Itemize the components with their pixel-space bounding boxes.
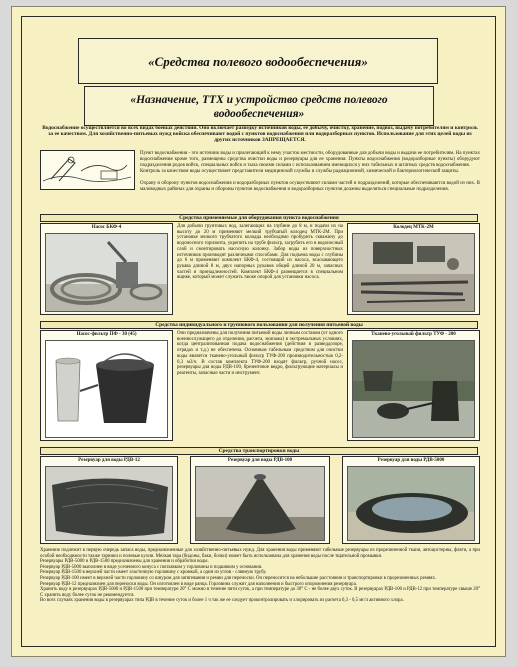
storage-paragraph: Хранение подлежит в первую очередь запаса воды, предназначенные для хозяйственно-питьевых нужд. Для хранения воды применяют табельные резервуары из прорезиненной ткани, автоцистерны, фляги, а при особой необходимости также тарники и полевые кухни. Мелкая тара (бидоны, баки, бочки) может быть использована для хранения воды после тщательной промывки. [40,548,480,559]
intro-text: Водоснабжение осуществляется во всех видах боевых действий. Оно включает разведку источников воды, ее добычу, очистку, хранение, подвоз, выдачу потребителям и контроль за ее качеством. Для хозяйственно-питьевых нужд войска обеспечивают водой с пунктов водоснабжения или водоразборных пунктов. Использование для этих целей воды из других источников ЗАПРЕЩАЕТСЯ. [42,125,478,143]
cone-reservoir-icon [196,467,325,541]
storage-text [40,548,480,604]
large-reservoir-icon [348,467,475,541]
rdv5000-photo [347,466,475,541]
tuf200-photo [352,340,475,438]
item-pf30 [40,330,173,441]
protection-text: Охрану и оборону пунктов водоснабжения и водоразборных пунктов осуществляют силами частей и подразделений, которые обеспечиваются водой из них. В маловодных районах для охраны и обороны пунктов водоснабжения и водоразборных пунктов должны выделяться специальные подразделения. [140,181,480,192]
storage-paragraph: Резервуар РДВ-5000 выполнен в виде усеченного конуса с поплавком у горловины и подшивом у основания. [40,564,263,570]
storage-paragraph: Резервуары РДВ-5000 и РДВ-1500 предназначены для хранения и обработки воды. [40,559,209,565]
item-bkf4 [40,223,173,315]
filter-kit-icon [353,341,475,438]
bkf4-photo [45,233,168,312]
pf30-photo [45,340,168,438]
item-rdv12-title: Резервуар для воды РДВ-12 [78,458,140,463]
item-tuf200-title: Тканево-угольный фильтр ТУФ - 200 [371,332,456,337]
storage-paragraph: Резервуар РДВ-1500 в верхней части имеет эластичную горловину с кромкой, а один из углов - сливную трубу. [40,570,267,576]
pump-hose-icon [46,234,168,312]
storage-paragraph: Резервуар РДВ-100 имеет в верхней части горловину со шнуром для затягивания и ремни для переноски. Он переносится на небольшие расстояния и транспортировки в прорезиненных ремнях. [40,575,437,581]
storage-paragraph: Резервуар РДВ-12 предназначен для переноски воды. Он изготовлен в виде ранца. Горловина служит для наполнения и быстрого опорожнения резервуара. [40,581,357,587]
water-point-illustration [40,150,135,190]
water-point-text: Пункт водоснабжения - это источник воды и прилегающий к нему участок местности, оборудованные для добычи воды и выдачи ее потребителям. На пунктах водоснабжения кроме того, размещены средства очистки воды и резервуары для ее хранения. Пункты водоснабжения (водоразборные пункты) оборудуют подразделения родов войск, специальных войск и тыла своими силами с использованием имеющихся у них табельных и штатных средств водоснабжения. [140,151,480,168]
quality-control-text: Контроль за качеством воды осуществляет представители медицинской службы и службы радиационной, химической и бактериологической защиты. [140,169,459,174]
section-water-point-equipment: Средства применяемые для оборудования пункта водоснабжения [40,214,478,222]
poster-subtitle: «Назначение, ТТХ и устройство средств полевого водообеспечения» [84,86,434,126]
section-transport: Средства транспортировки воды [40,447,478,455]
item-rdv12 [40,456,178,544]
item-bkf4-title: Насос БКФ-4 [91,225,122,230]
item-rdv100 [190,456,330,544]
storage-paragraph: Во всех случаях хранения воды в резервуарах типа РДВ в течение суток и более 1 ч так же ее следует проконтролировать и хлорировать из расчета 0,3 - 0,5 мг/л активного хлора. [40,598,404,604]
water-point-drawing [41,151,134,189]
pump-filter-icon [46,341,168,438]
item-mtk2m [347,223,480,315]
bag-reservoir-icon [46,467,173,541]
section-individual-means: Средства индивидуального и группового пользования для получения питьевой воды [40,321,478,329]
rdv100-photo [195,466,325,541]
poster-title: «Средства полевого водообеспечения» [78,38,438,84]
pf-tuf-text: Они предназначены для получения питьевой воды личным составом (от одного военнослужащего до отделения, расчета, экипажа) в экстремальных условиях, когда централизованная подача водоснабжения (действия в разведдозоре, отрядах и т.д.) не обеспечена. Основным табельным средством для очистки воды является тканево-угольный фильтр ТУФ-200 производительностью 0,2-0,3 м3/ч. В состав комплекта ТУФ-200 входят фильтр, ручной насос, резервуары для воды РДВ-100, брезентовое ведро, фильтрующие материалы и реагенты, запасные части и инструмент. [177,331,343,376]
item-rdv5000 [342,456,480,544]
item-rdv5000-title: Резервуар для воды РДВ-5000 [377,458,445,463]
rdv12-photo [45,466,173,541]
item-tuf200 [347,330,480,441]
item-mtk2m-title: Колодец МТК-2М [393,225,434,230]
item-rdv100-title: Резервуар для воды РДВ-100 [227,458,293,463]
well-kit-icon [353,234,475,312]
storage-paragraph: Хранить воду в резервуарах РДВ-5000 и РДВ-1500 при температуре 20° С можно в течение пяти суток, а при температуре до 30° С - не более двух суток. В резервуарах РДВ-100 и РДВ-12 при температуре свыше 20° С хранить воду более суток не рекомендуется. [40,587,480,598]
bkf4-mtk-text: Для добычи грунтовых вод, залегающих на глубине до 8 м, и подачи их на высоту до 20 м применяют мелкий трубчатый колодец МТК-2М. При установке мелкого трубчатого колодца необходимо пробурить скважину до водоносного горизонта, укрепить на трубе фильтр, загрубить его в водоносный слой и смонтировать насосную колонку. Забор воды из поверхностных источников производят различными способами. Для подъема воды с глубины до 6 м применяют комплект БКФ-4, состоящий из насоса, всасывающего рукава длиной 8 м, двух напорных рукавов общей длиной 20 м, запасных частей и принадлежностей. Комплект БКФ-4 размещается в специальном ящике, который может служить также опорой для установки насоса. [177,224,343,281]
item-pf30-title: Насос-фильтр ПФ - 30 (45) [76,332,137,337]
mtk2m-photo [352,233,475,312]
